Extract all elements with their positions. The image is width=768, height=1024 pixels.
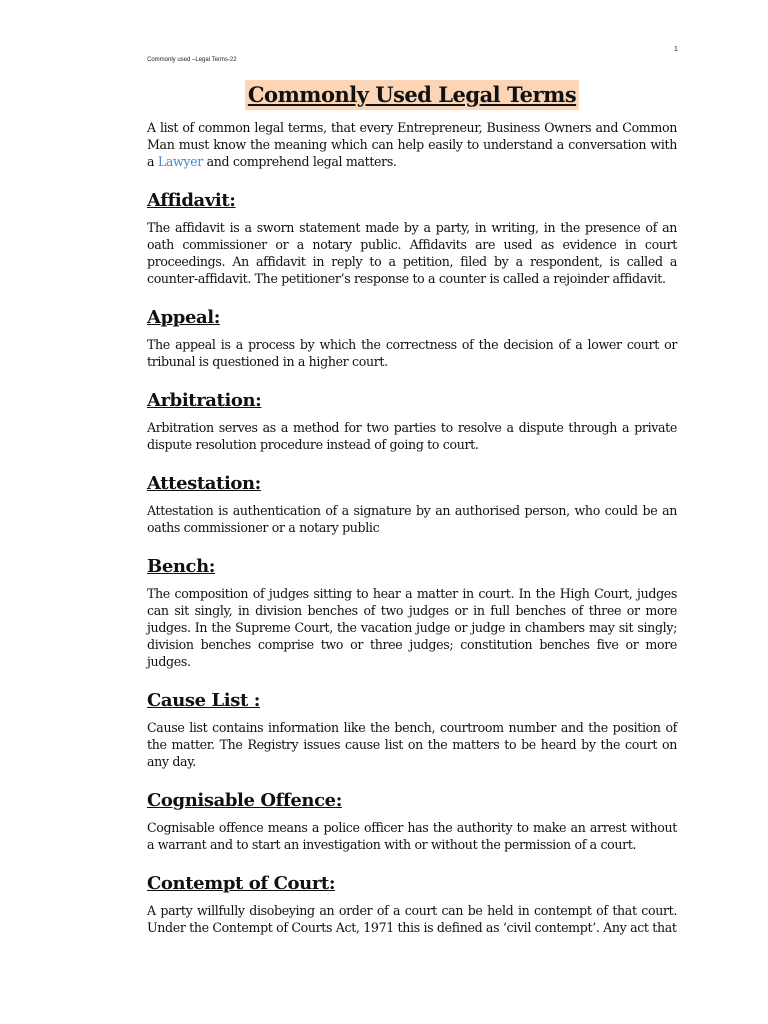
running-header: Commonly used –Legal Terms-22 [147,57,237,63]
page-title: Commonly Used Legal Terms [245,80,579,110]
term-definition: Attestation is authentication of a signature by an authorised person, who could be an oaths commissioner or a notary public [147,503,677,535]
term-heading: Affidavit: [147,190,236,211]
term-heading: Cognisable Offence: [147,790,342,811]
term-definition: Cause list contains information like the bench, courtroom number and the position of the matter. The Registry issues cause list on the matters to be heard by the court on any day. [147,720,677,769]
term-definition: The appeal is a process by which the correctness of the decision of a lower court or tribunal is questioned in a higher court. [147,337,677,369]
term-heading: Arbitration: [147,390,262,411]
page-number: 1 [674,46,678,53]
page-content [147,80,677,936]
term-heading: Appeal: [147,307,220,328]
title-block [147,80,677,110]
term-definition: Arbitration serves as a method for two parties to resolve a dispute through a private dispute resolution procedure instead of going to court. [147,420,677,452]
term-heading: Attestation: [147,473,261,494]
intro-text: A list of common legal terms, that every Entrepreneur, Business Owners and Common Man must know the meaning which can help easily to understand a conversation with a [147,120,677,169]
lawyer-link[interactable]: Lawyer [157,154,203,169]
intro-text-end: and comprehend legal matters. [202,154,397,169]
term-heading: Cause List : [147,690,260,711]
term-definition: The composition of judges sitting to hear a matter in court. In the High Court, judges can sit singly, in division benches of two judges or in full benches of three or more judges. In the Supreme Court, the vacation judge or judge in chambers may sit singly; division benches comprise two or three judges; constitution benches five or more judges. [147,586,677,669]
term-definition: The affidavit is a sworn statement made by a party, in writing, in the presence of an oath commissioner or a notary public. Affidavits are used as evidence in court proceedings. An affidavit in reply to a petition, filed by a respondent, is called a counter-affidavit. The petitioner’s response to a counter is called a rejoinder affidavit. [147,220,677,286]
term-heading: Contempt of Court: [147,873,336,894]
term-definition: A party willfully disobeying an order of a court can be held in contempt of that court. Under the Contempt of Courts Act, 1971 this is defined as ‘civil contempt’. Any act that [147,903,677,935]
term-heading: Bench: [147,556,216,577]
term-definition: Cognisable offence means a police officer has the authority to make an arrest without a warrant and to start an investigation with or without the permission of a court. [147,820,677,852]
intro-paragraph [147,119,677,170]
